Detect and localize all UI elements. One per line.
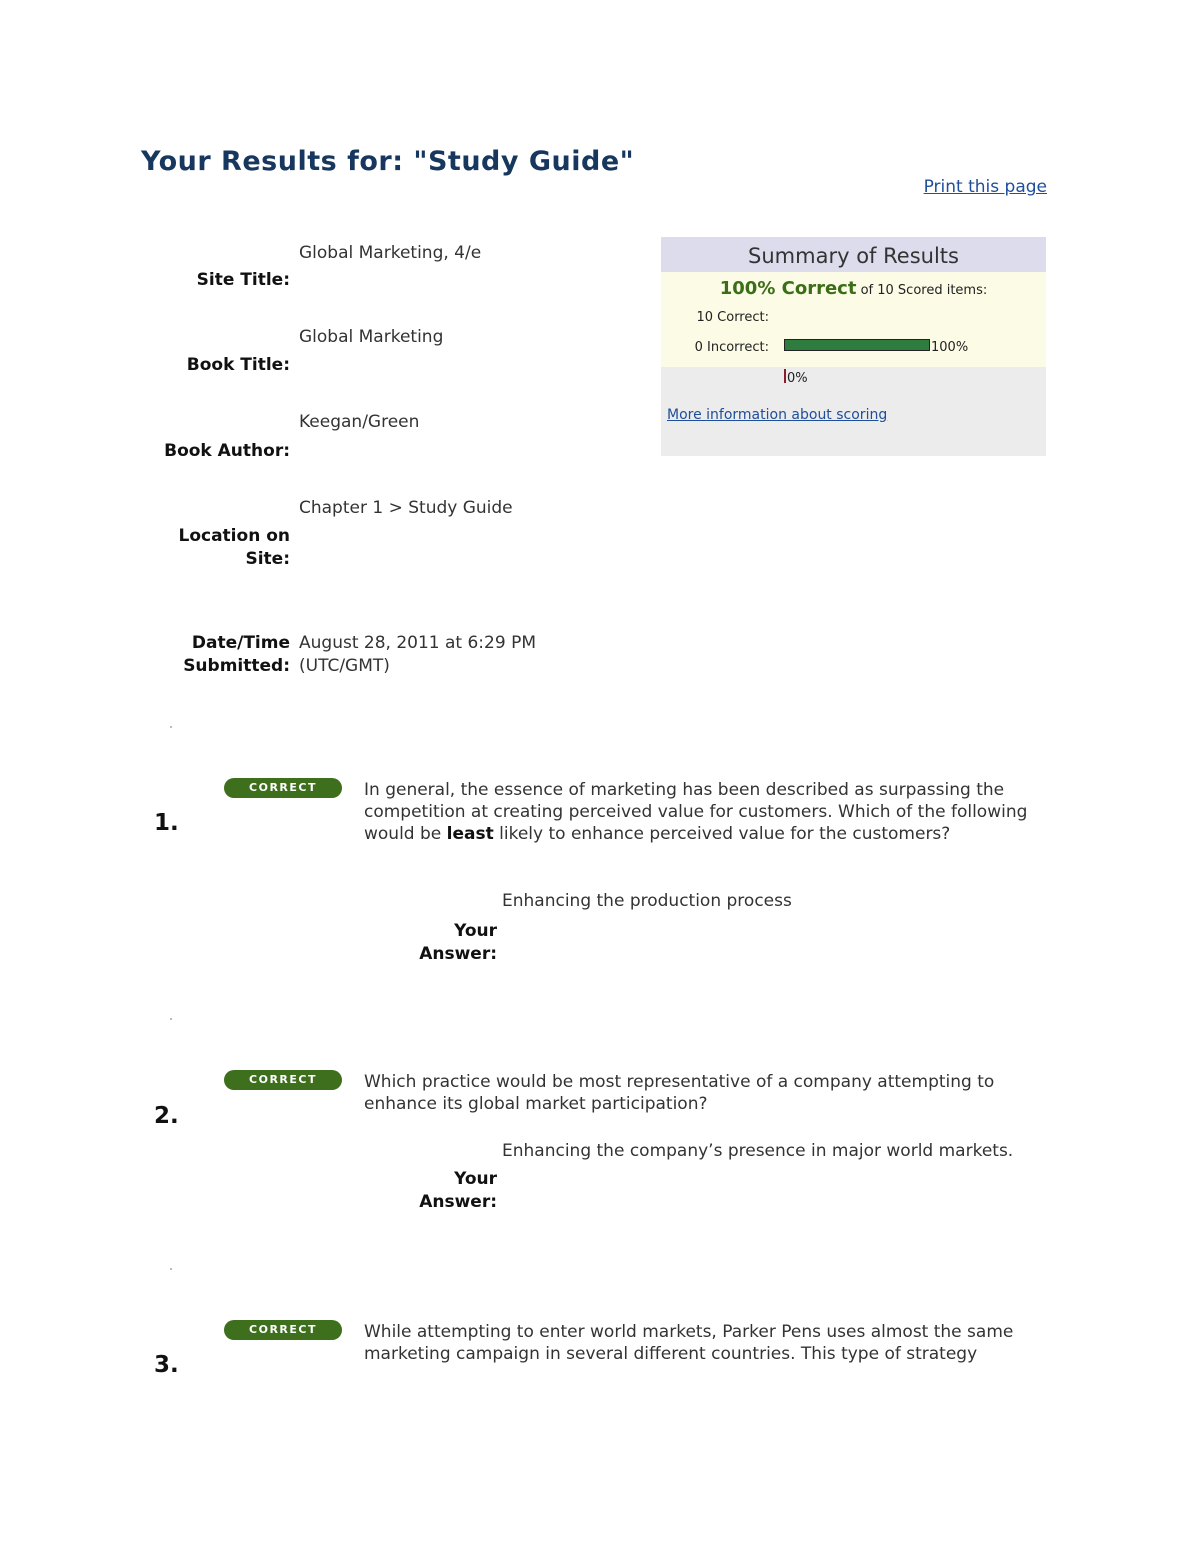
question-text-part: In general, the essence of marketing has been described as surpassing the competition at creating perceived value for customers. Which of the following would be bbox=[364, 780, 1028, 844]
answer-label-line1: Your bbox=[454, 921, 497, 941]
datetime-value-line1: August 28, 2011 at 6:29 PM bbox=[299, 633, 536, 653]
correct-badge: CORRECT bbox=[224, 778, 342, 798]
question-number: 2. bbox=[154, 1103, 179, 1129]
scored-items-text: of 10 Scored items: bbox=[860, 283, 988, 298]
site-title-label: Site Title: bbox=[196, 270, 290, 290]
answer-text: Enhancing the production process bbox=[502, 891, 792, 911]
question-text: While attempting to enter world markets, Parker Pens uses almost the same marketing campaign in several different countries. This type of strategy bbox=[364, 1322, 1014, 1364]
correct-badge: CORRECT bbox=[224, 1320, 342, 1340]
answer-label-line2: Answer: bbox=[419, 1192, 497, 1212]
datetime-label-line2: Submitted: bbox=[183, 656, 290, 676]
correct-count-label: 10 Correct: bbox=[696, 310, 769, 325]
page-title: Your Results for: "Study Guide" bbox=[141, 146, 635, 177]
answer-label-line1: Your bbox=[454, 1169, 497, 1189]
incorrect-percent: 0% bbox=[787, 371, 808, 386]
answer-text: Enhancing the company’s presence in major world markets. bbox=[502, 1141, 1014, 1161]
datetime-value-line2: (UTC/GMT) bbox=[299, 656, 390, 676]
correct-bar-track bbox=[784, 339, 930, 351]
print-page-link[interactable]: Print this page bbox=[923, 177, 1047, 197]
book-title-value: Global Marketing bbox=[299, 327, 444, 347]
incorrect-bar-fill bbox=[784, 369, 786, 383]
summary-body bbox=[661, 272, 1046, 386]
percent-correct: 100% Correct bbox=[719, 278, 857, 299]
site-title-value: Global Marketing, 4/e bbox=[299, 243, 482, 263]
question-number: 3. bbox=[154, 1352, 179, 1378]
question-number: 1. bbox=[154, 810, 179, 836]
answer-label-line2: Answer: bbox=[419, 944, 497, 964]
correct-percent: 100% bbox=[931, 340, 969, 355]
question-text bbox=[364, 779, 1064, 845]
question-text-emphasis: least bbox=[446, 824, 494, 844]
location-label-line2: Site: bbox=[245, 549, 290, 569]
datetime-label-line1: Date/Time bbox=[191, 633, 290, 653]
incorrect-count-label: 0 Incorrect: bbox=[694, 340, 769, 355]
summary-panel bbox=[661, 237, 1046, 456]
separator-dot bbox=[170, 1268, 172, 1270]
score-line bbox=[661, 278, 1046, 299]
correct-badge: CORRECT bbox=[224, 1070, 342, 1090]
correct-bar-fill bbox=[784, 339, 930, 351]
question-text-part: likely to enhance perceived value for the customers? bbox=[493, 824, 951, 844]
book-title-label: Book Title: bbox=[186, 355, 290, 375]
question-text: Which practice would be most representative of a company attempting to enhance its global market participation? bbox=[364, 1072, 995, 1114]
book-author-value: Keegan/Green bbox=[299, 412, 420, 432]
separator-dot bbox=[170, 1018, 172, 1020]
separator-dot bbox=[170, 726, 172, 728]
location-label-line1: Location on bbox=[178, 526, 290, 546]
summary-heading: Summary of Results bbox=[661, 237, 1046, 272]
book-author-label: Book Author: bbox=[164, 441, 290, 461]
location-value: Chapter 1 > Study Guide bbox=[299, 498, 513, 518]
scoring-info-link[interactable]: More information about scoring bbox=[667, 407, 888, 423]
